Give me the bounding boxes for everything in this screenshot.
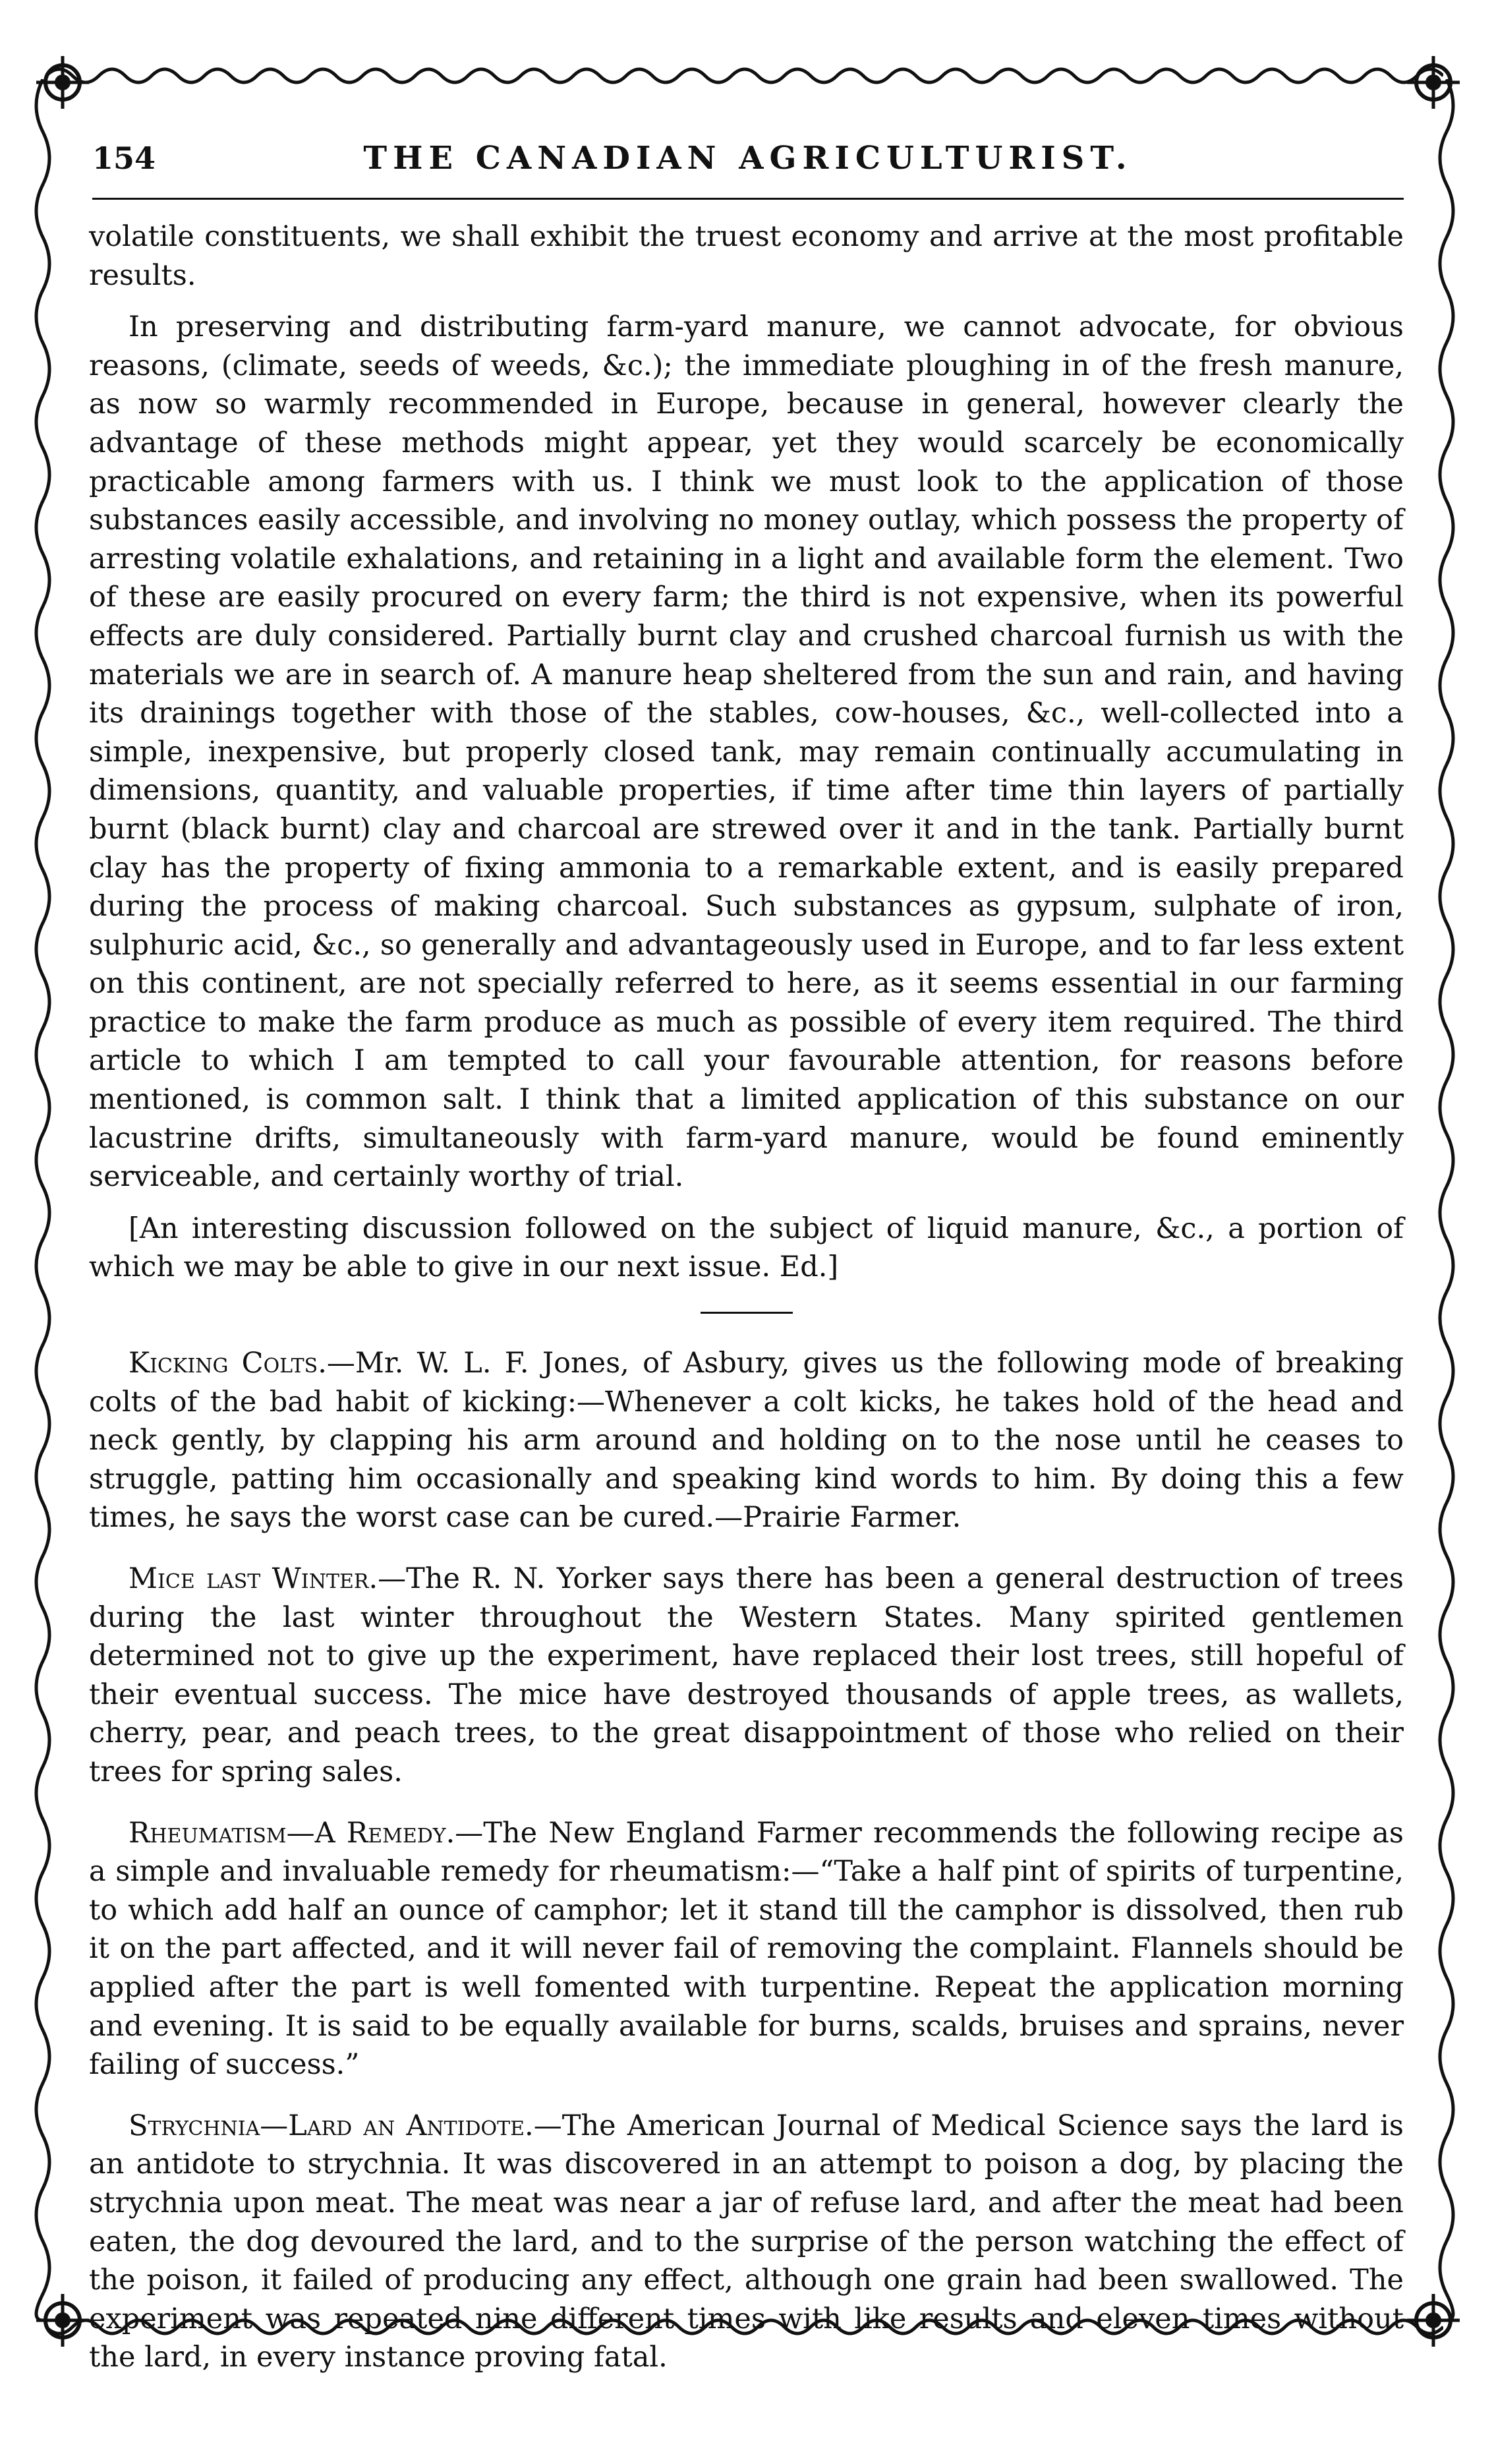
- continuation-paragraph: volatile constituents, we shall exhibit the truest economy and arrive at the most profitable results.: [89, 220, 1404, 292]
- item-rheumatism: [89, 1814, 1404, 2084]
- ornamental-border-right: [1430, 79, 1463, 2320]
- ornamental-border-left: [26, 79, 59, 2320]
- section-divider: [701, 1312, 793, 1314]
- item-text: —The New England Farmer recommends the following recipe as a simple and invaluable remedy for rheumatism:—“Take a half pint of spirits of turpentine, to which add half an ounce of camphor; let it stand till the camphor is dissolved, then rub it on the part affected, and it will never fail of removing the complaint. Flannels should be applied after the part is well fomented with turpentine. Repeat the application morning and evening. It is said to be equally available for burns, scalds, bruises and sprains, never failing of success.”: [89, 1816, 1404, 2082]
- item-text: —Mr. W. L. F. Jones, of Asbury, gives us the following mode of breaking colts of the bad habit of kicking:—Whenever a colt kicks, he takes hold of the head and neck gently, by clapping his arm around and holding on to the nose until he ceases to struggle, patting him occasionally and speaking kind words to him. By doing this a few times, he says the worst case can be cured.—Prairie Farmer.: [89, 1347, 1404, 1535]
- item-heading: Mice last Winter.: [129, 1562, 378, 1595]
- header-rule: [92, 198, 1404, 200]
- article-body: [89, 218, 1404, 2377]
- item-text: —The American Journal of Medical Science says the lard is an antidote to strychnia. It was discovered in an attempt to poison a dog, by placing the strychnia upon meat. The meat was near a jar of refuse lard, and after the meat had been eaten, the dog devoured the lard, and to the surprise of the person watching the effect of the poison, it failed of producing any effect, although one grain had been swallowed. The experiment was repeated nine different times with like results and eleven times without the lard, in every instance proving fatal.: [89, 2109, 1404, 2374]
- item-strychnia: [89, 2107, 1404, 2377]
- ornamental-border-top: [46, 59, 1443, 92]
- corner-ornament-icon: [33, 53, 92, 112]
- item-heading: Kicking Colts.: [129, 1347, 327, 1380]
- item-text: —The R. N. Yorker says there has been a general destruction of trees during the last winter throughout the Western States. Many spirited gentlemen determined not to give up the experiment, have replaced their lost trees, still hopeful of their eventual success. The mice have destroyed thousands of apple trees, as wallets, cherry, pear, and peach trees, to the great disappointment of those who relied on their trees for spring sales.: [89, 1562, 1404, 1788]
- corner-ornament-icon: [33, 2291, 92, 2350]
- corner-ornament-icon: [1404, 2291, 1463, 2350]
- item-mice-last-winter: [89, 1560, 1404, 1792]
- item-heading: Strychnia—Lard an Antidote.: [129, 2109, 534, 2142]
- corner-ornament-icon: [1404, 53, 1463, 112]
- editor-note: [An interesting discussion followed on the subject of liquid manure, &c., a portion of which we may be able to give in our next issue. Ed.]: [89, 1212, 1404, 1284]
- item-kicking-colts: [89, 1344, 1404, 1537]
- running-head: [92, 135, 1404, 181]
- page-number: 154: [92, 140, 156, 176]
- item-heading: Rheumatism—A Remedy.: [129, 1816, 455, 1850]
- journal-title: THE CANADIAN AGRICULTURIST.: [363, 140, 1133, 177]
- manure-paragraph: In preserving and distributing farm-yard manure, we cannot advocate, for obvious reasons, (climate, seeds of weeds, &c.); the immediate ploughing in of the fresh manure, as now so warmly recommended in Europe, because in general, however clearly the advantage of these methods might appear, yet they would scarcely be economically practicable among farmers with us. I think we must look to the application of those substances easily accessible, and involving no money outlay, which possess the property of arresting volatile exhalations, and retaining in a light and available form the element. Two of these are easily procured on every farm; the third is not expensive, when its powerful effects are duly considered. Partially burnt clay and crushed charcoal furnish us with the materials we are in search of. A manure heap sheltered from the sun and rain, and having its drainings together with those of the stables, cow-houses, &c., well-collected into a simple, inexpensive, but properly closed tank, may remain continually accumulating in dimensions, quantity, and valuable properties, if time after time thin layers of partially burnt (black burnt) clay and charcoal are strewed over it and in the tank. Partially burnt clay has the property of fixing ammonia to a remarkable extent, and is easily prepared during the process of making charcoal. Such substances as gypsum, sulphate of iron, sulphuric acid, &c., so generally and advantageously used in Europe, and to far less extent on this continent, are not specially referred to here, as it seems essential in our farming practice to make the farm produce as much as possible of every item required. The third article to which I am tempted to call your favourable attention, for reasons before mentioned, is common salt. I think that a limited application of this substance on our lacustrine drifts, simultaneously with farm-yard manure, would be found eminently serviceable, and certainly worthy of trial.: [89, 310, 1404, 1194]
